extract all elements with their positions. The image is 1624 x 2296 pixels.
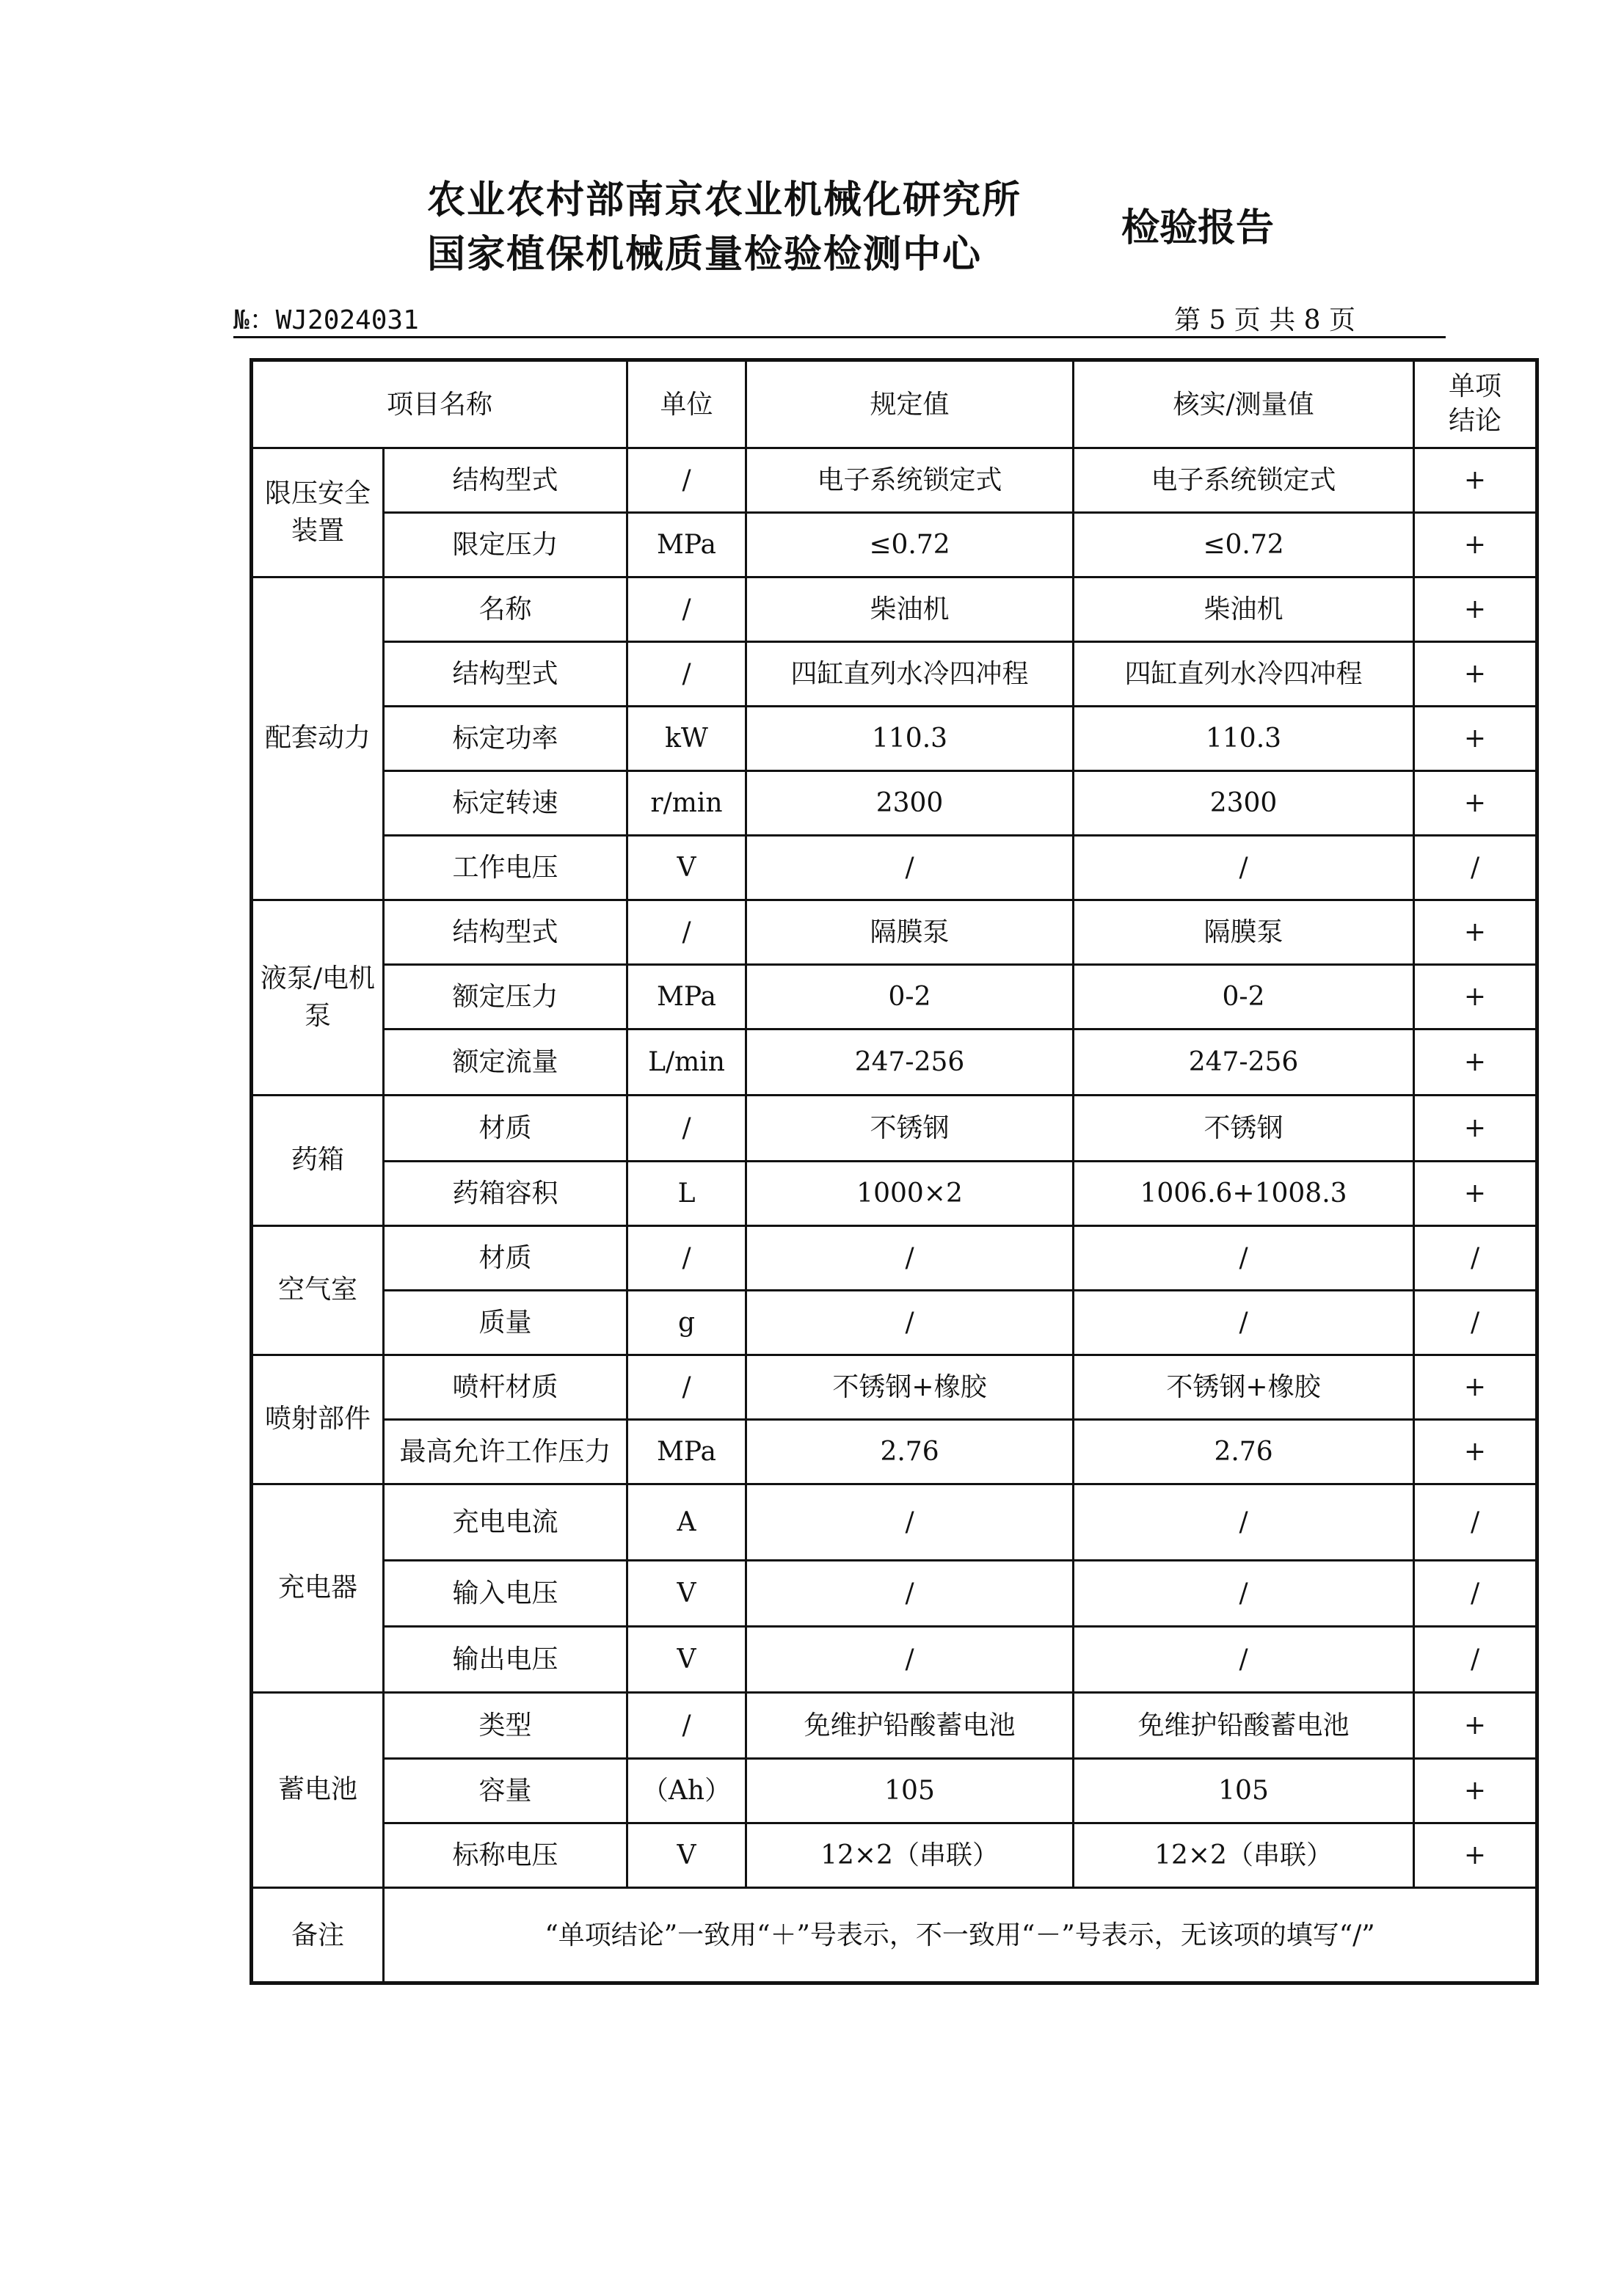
spec-value: / xyxy=(746,836,1074,900)
unit-cell: / xyxy=(627,1693,746,1759)
result-cell: + xyxy=(1414,1096,1537,1162)
unit-cell: / xyxy=(627,577,746,642)
measured-value: 2300 xyxy=(1074,771,1414,836)
item-name: 材质 xyxy=(384,1096,627,1162)
unit-cell: MPa xyxy=(627,1420,746,1484)
spec-value: 柴油机 xyxy=(746,577,1074,642)
item-name: 容量 xyxy=(384,1759,627,1823)
measured-value: / xyxy=(1074,1484,1414,1561)
table-header-row xyxy=(252,360,1537,448)
item-name: 额定流量 xyxy=(384,1029,627,1096)
measured-value: ≤0.72 xyxy=(1074,513,1414,577)
header-rule xyxy=(233,336,1446,338)
item-name: 结构型式 xyxy=(384,448,627,513)
item-name: 工作电压 xyxy=(384,836,627,900)
measured-value: 免维护铅酸蓄电池 xyxy=(1074,1693,1414,1759)
item-name: 名称 xyxy=(384,577,627,642)
item-name: 类型 xyxy=(384,1693,627,1759)
col-header-item: 项目名称 xyxy=(252,360,627,448)
table-row xyxy=(252,1823,1537,1888)
item-name: 标定功率 xyxy=(384,707,627,771)
unit-cell: MPa xyxy=(627,965,746,1029)
item-name: 材质 xyxy=(384,1226,627,1291)
measured-value: 110.3 xyxy=(1074,707,1414,771)
result-cell: + xyxy=(1414,1823,1537,1888)
spec-value: / xyxy=(746,1484,1074,1561)
table-row xyxy=(252,1029,1537,1096)
result-cell: / xyxy=(1414,1291,1537,1355)
spec-value: / xyxy=(746,1561,1074,1627)
result-cell: + xyxy=(1414,965,1537,1029)
result-cell: / xyxy=(1414,1484,1537,1561)
unit-cell: V xyxy=(627,1561,746,1627)
result-cell: + xyxy=(1414,1355,1537,1420)
unit-cell: L/min xyxy=(627,1029,746,1096)
item-name: 标定转速 xyxy=(384,771,627,836)
result-cell: + xyxy=(1414,642,1537,707)
measured-value: / xyxy=(1074,836,1414,900)
result-cell: + xyxy=(1414,1759,1537,1823)
item-name: 结构型式 xyxy=(384,642,627,707)
col-header-spec: 规定值 xyxy=(746,360,1074,448)
item-name: 质量 xyxy=(384,1291,627,1355)
result-cell: + xyxy=(1414,513,1537,577)
unit-cell: / xyxy=(627,1226,746,1291)
item-name: 喷杆材质 xyxy=(384,1355,627,1420)
unit-cell: / xyxy=(627,1096,746,1162)
table-row xyxy=(252,1693,1537,1759)
spec-value: 2.76 xyxy=(746,1420,1074,1484)
group-label: 配套动力 xyxy=(252,577,384,900)
table-row xyxy=(252,1759,1537,1823)
table-row xyxy=(252,707,1537,771)
col-header-unit: 单位 xyxy=(627,360,746,448)
remark-text: “单项结论”一致用“＋”号表示，不一致用“－”号表示，无该项的填写“/” xyxy=(384,1888,1537,1983)
table-row xyxy=(252,1226,1537,1291)
measured-value: 12×2（串联） xyxy=(1074,1823,1414,1888)
result-cell: + xyxy=(1414,900,1537,965)
spec-value: 免维护铅酸蓄电池 xyxy=(746,1693,1074,1759)
item-name: 额定压力 xyxy=(384,965,627,1029)
group-label: 蓄电池 xyxy=(252,1693,384,1888)
table-row xyxy=(252,1291,1537,1355)
measured-value: 105 xyxy=(1074,1759,1414,1823)
result-cell: + xyxy=(1414,771,1537,836)
spec-value: 2300 xyxy=(746,771,1074,836)
page-indicator: 第 5 页 共 8 页 xyxy=(1174,305,1356,335)
measured-value: / xyxy=(1074,1627,1414,1693)
table-row xyxy=(252,1484,1537,1561)
group-label: 药箱 xyxy=(252,1096,384,1226)
spec-value: ≤0.72 xyxy=(746,513,1074,577)
table-row xyxy=(252,836,1537,900)
item-name: 输出电压 xyxy=(384,1627,627,1693)
unit-cell: L xyxy=(627,1162,746,1226)
report-number: №：WJ2024031 xyxy=(233,305,419,335)
result-cell: + xyxy=(1414,1420,1537,1484)
measured-value: 不锈钢 xyxy=(1074,1096,1414,1162)
spec-value: / xyxy=(746,1226,1074,1291)
item-name: 充电电流 xyxy=(384,1484,627,1561)
spec-value: 1000×2 xyxy=(746,1162,1074,1226)
result-cell: + xyxy=(1414,707,1537,771)
table-row xyxy=(252,900,1537,965)
table-row xyxy=(252,513,1537,577)
table-row xyxy=(252,771,1537,836)
result-cell: + xyxy=(1414,1162,1537,1226)
spec-value: 不锈钢+橡胶 xyxy=(746,1355,1074,1420)
spec-value: 电子系统锁定式 xyxy=(746,448,1074,513)
item-name: 最高允许工作压力 xyxy=(384,1420,627,1484)
table-row xyxy=(252,1096,1537,1162)
unit-cell: r/min xyxy=(627,771,746,836)
table-row xyxy=(252,1162,1537,1226)
unit-cell: / xyxy=(627,1355,746,1420)
item-name: 限定压力 xyxy=(384,513,627,577)
unit-cell: g xyxy=(627,1291,746,1355)
spec-value: 105 xyxy=(746,1759,1074,1823)
item-name: 输入电压 xyxy=(384,1561,627,1627)
group-label: 喷射部件 xyxy=(252,1355,384,1484)
measured-value: 电子系统锁定式 xyxy=(1074,448,1414,513)
unit-cell: MPa xyxy=(627,513,746,577)
measured-value: 247-256 xyxy=(1074,1029,1414,1096)
result-cell: / xyxy=(1414,836,1537,900)
table-row xyxy=(252,1420,1537,1484)
remark-row xyxy=(252,1888,1537,1983)
unit-cell: / xyxy=(627,642,746,707)
table-body xyxy=(252,448,1537,1983)
group-label: 充电器 xyxy=(252,1484,384,1693)
result-cell: + xyxy=(1414,448,1537,513)
result-cell: / xyxy=(1414,1627,1537,1693)
measured-value: 柴油机 xyxy=(1074,577,1414,642)
unit-cell: V xyxy=(627,1627,746,1693)
table-row xyxy=(252,1355,1537,1420)
measured-value: 1006.6+1008.3 xyxy=(1074,1162,1414,1226)
report-title: 检验报告 xyxy=(1121,206,1275,250)
spec-value: 四缸直列水冷四冲程 xyxy=(746,642,1074,707)
remark-label: 备注 xyxy=(252,1888,384,1983)
item-name: 标称电压 xyxy=(384,1823,627,1888)
spec-value: / xyxy=(746,1627,1074,1693)
table-row xyxy=(252,1627,1537,1693)
measured-value: / xyxy=(1074,1561,1414,1627)
measured-value: / xyxy=(1074,1226,1414,1291)
col-header-measured: 核实/测量值 xyxy=(1074,360,1414,448)
unit-cell: A xyxy=(627,1484,746,1561)
spec-value: 110.3 xyxy=(746,707,1074,771)
result-cell: / xyxy=(1414,1226,1537,1291)
group-label: 液泵/电机泵 xyxy=(252,900,384,1096)
spec-value: 不锈钢 xyxy=(746,1096,1074,1162)
measured-value: 隔膜泵 xyxy=(1074,900,1414,965)
table-row xyxy=(252,642,1537,707)
unit-cell: / xyxy=(627,900,746,965)
col-header-result xyxy=(1414,360,1537,448)
item-name: 结构型式 xyxy=(384,900,627,965)
result-cell: + xyxy=(1414,1029,1537,1096)
result-cell: / xyxy=(1414,1561,1537,1627)
group-label: 限压安全装置 xyxy=(252,448,384,577)
org-name-line2: 国家植保机械质量检验检测中心 xyxy=(427,233,983,277)
inspection-table xyxy=(250,358,1539,1985)
unit-cell: V xyxy=(627,836,746,900)
spec-value: 0-2 xyxy=(746,965,1074,1029)
unit-cell: / xyxy=(627,448,746,513)
measured-value: 2.76 xyxy=(1074,1420,1414,1484)
measured-value: / xyxy=(1074,1291,1414,1355)
unit-cell: kW xyxy=(627,707,746,771)
unit-cell: （Ah） xyxy=(627,1759,746,1823)
unit-cell: V xyxy=(627,1823,746,1888)
table-row xyxy=(252,448,1537,513)
measured-value: 四缸直列水冷四冲程 xyxy=(1074,642,1414,707)
table-row xyxy=(252,1561,1537,1627)
col-header-result-label: 单项结论 xyxy=(1449,371,1502,436)
table-row xyxy=(252,965,1537,1029)
table-row xyxy=(252,577,1537,642)
org-name-line1: 农业农村部南京农业机械化研究所 xyxy=(427,178,1022,222)
measured-value: 0-2 xyxy=(1074,965,1414,1029)
measured-value: 不锈钢+橡胶 xyxy=(1074,1355,1414,1420)
item-name: 药箱容积 xyxy=(384,1162,627,1226)
spec-value: 隔膜泵 xyxy=(746,900,1074,965)
spec-value: 247-256 xyxy=(746,1029,1074,1096)
group-label: 空气室 xyxy=(252,1226,384,1355)
result-cell: + xyxy=(1414,577,1537,642)
spec-value: 12×2（串联） xyxy=(746,1823,1074,1888)
result-cell: + xyxy=(1414,1693,1537,1759)
spec-value: / xyxy=(746,1291,1074,1355)
